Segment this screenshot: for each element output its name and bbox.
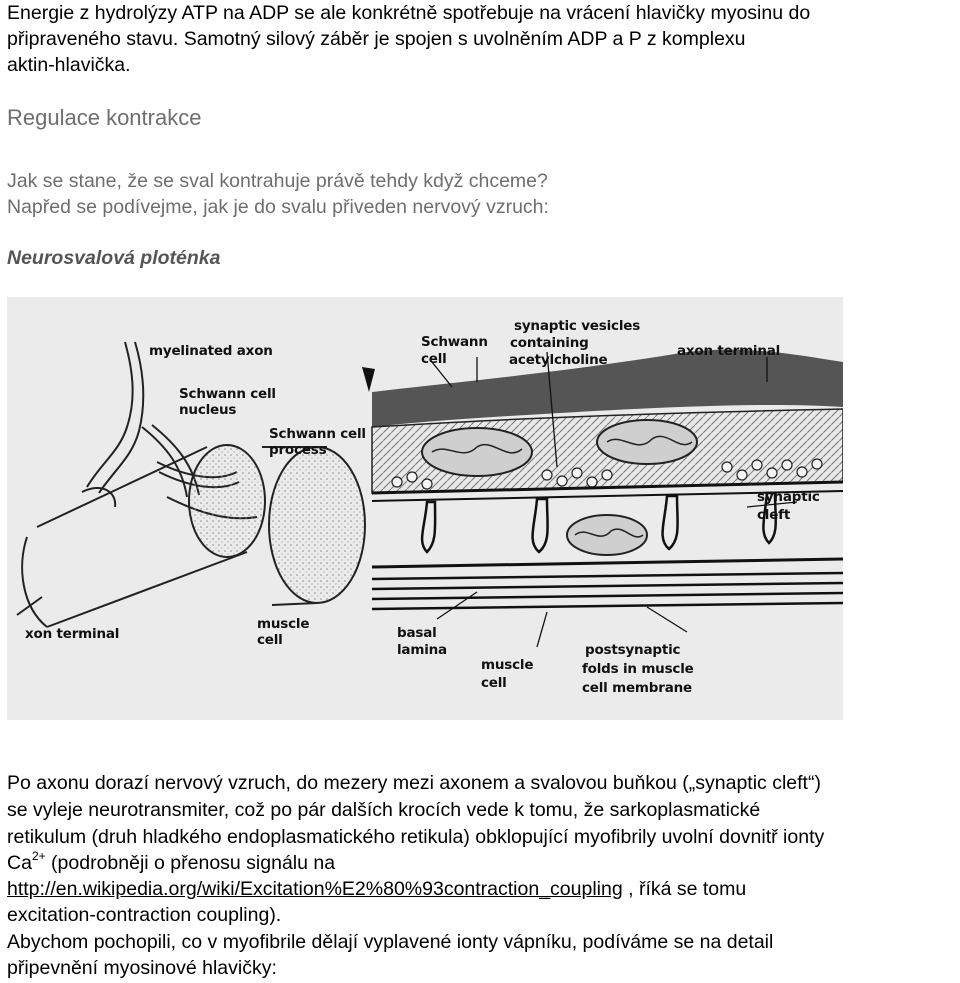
body-line-5	[7, 876, 746, 902]
label-postsynaptic-2: folds in muscle	[582, 661, 694, 677]
subheading: Neurosvalová ploténka	[7, 247, 221, 269]
section-heading: Regulace kontrakce	[7, 105, 202, 130]
body-line-3: retikulum (druh hladkého endoplasmatického retikula) obklopující myofibrily uvolní dovnitř ionty	[7, 826, 825, 848]
body-line-7: Abychom pochopili, co v myofibrile dělají vyplavené ionty vápníku, podíváme se na detail	[7, 931, 774, 953]
label-synaptic-cleft-1: synaptic	[757, 489, 820, 505]
label-schwann-cell-nucleus-1: Schwann cell	[179, 386, 276, 402]
wikipedia-link[interactable]: http://en.wikipedia.org/wiki/Excitation%E2%80%93contraction_coupling	[7, 878, 623, 900]
neuromuscular-junction-diagram	[7, 297, 843, 720]
label-schwann-cell-1: Schwann	[421, 334, 488, 350]
label-basal-lamina-2: lamina	[397, 642, 447, 658]
label-muscle-cell-right-1: muscle	[481, 657, 534, 673]
label-schwann-cell-nucleus-2: nucleus	[179, 402, 237, 418]
body-line-2: se vyleje neurotransmiter, což po pár dalších krocích vede k tomu, že sarkoplasmatické	[7, 799, 761, 821]
calcium-charge: 2+	[31, 849, 46, 863]
overview-drawing	[17, 342, 365, 627]
label-schwann-cell-2: cell	[421, 351, 447, 367]
question-line-1: Jak se stane, že se sval kontrahuje právě tehdy když chceme?	[7, 170, 548, 192]
label-synaptic-vesicles-2: containing	[510, 335, 589, 351]
body-line-1: Po axonu dorazí nervový vzruch, do mezery mezi axonem a svalovou buňkou („synaptic cleft“)	[7, 772, 821, 794]
label-axon-terminal-right: axon terminal	[677, 343, 781, 359]
body-line-8: připevnění myosinové hlavičky:	[7, 957, 277, 979]
label-myelinated-axon: myelinated axon	[149, 343, 273, 359]
label-schwann-cell-process-1: Schwann cell	[269, 426, 366, 442]
label-basal-lamina-1: basal	[397, 625, 437, 641]
label-muscle-cell-right-2: cell	[481, 675, 507, 691]
label-postsynaptic-1: postsynaptic	[585, 642, 681, 658]
label-muscle-cell-left-2: cell	[257, 632, 283, 648]
label-schwann-cell-process-2: process	[269, 442, 327, 458]
question-line-2: Napřed se podívejme, jak je do svalu přiveden nervový vzruch:	[7, 196, 549, 218]
body-line-4-text: (podrobněji o přenosu signálu na	[45, 852, 336, 874]
label-axon-terminal-left: xon terminal	[25, 626, 120, 642]
body-line-4	[7, 850, 335, 876]
intro-line-2: připraveného stavu. Samotný silový záběr je spojen s uvolněním ADP a P z komplexu	[7, 28, 746, 50]
label-synaptic-vesicles-1: synaptic vesicles	[514, 318, 641, 334]
label-postsynaptic-3: cell membrane	[582, 680, 693, 696]
label-muscle-cell-left-1: muscle	[257, 616, 310, 632]
label-synaptic-vesicles-3: acetylcholine	[509, 352, 608, 368]
label-synaptic-cleft-2: cleft	[757, 507, 791, 523]
body-line-6: excitation-contraction coupling).	[7, 904, 282, 926]
intro-line-3: aktin-hlavička.	[7, 54, 131, 76]
calcium-symbol: Ca	[7, 852, 32, 874]
intro-line-1: Energie z hydrolýzy ATP na ADP se ale konkrétně spotřebuje na vrácení hlavičky myosinu do	[7, 2, 811, 24]
body-line-5-text: , říká se tomu	[622, 878, 747, 900]
